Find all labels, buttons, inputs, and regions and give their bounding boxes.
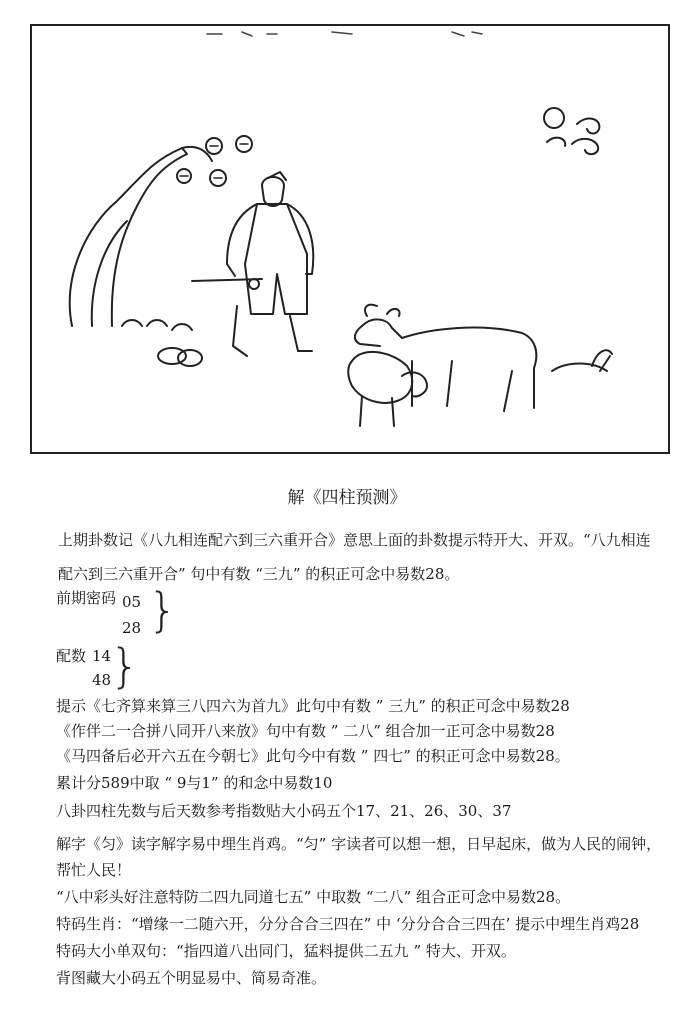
body-line: 累计分589中取 “ 9与1” 的和念中易数10 xyxy=(56,774,333,792)
top-marks xyxy=(207,32,482,36)
shepherd-figure xyxy=(192,172,313,356)
pairing-label: 配数 xyxy=(56,647,87,665)
tree xyxy=(70,136,252,326)
illustration-panel xyxy=(30,24,670,454)
goats xyxy=(348,305,612,426)
body-line: 特码大小单双句：“指四道八出同门，猛料提供二五九 ” 特大、开双。 xyxy=(56,942,516,960)
body-line: “八中彩头好注意特防二四九同道七五” 中取数 “二八” 组合正可念中易数28。 xyxy=(56,888,571,906)
previous-code-value-1: 05 xyxy=(122,593,142,611)
body-line: 提示《七齐算来算三八四六为首九》此句中有数 ” 三九” 的积正可念中易数28 xyxy=(56,697,570,715)
previous-code-value-2: 28 xyxy=(122,619,142,637)
body-line: 八卦四柱先数与后天数参考指数贴大小码五个17、21、26、30、37 xyxy=(56,802,512,820)
body-line: 《作伴二一合拼八同开八来放》句中有数 ” 二八” 组合加一正可念中易数28 xyxy=(56,722,555,740)
body-line: 背图藏大小码五个明显易中、简易奇准。 xyxy=(56,969,327,987)
previous-code-brace: } xyxy=(148,583,178,637)
body-line: 解字《匀》读字解字易中埋生肖鸡。“匀” 字读者可以想一想，日早起床，做为人民的闹钟， xyxy=(56,835,662,853)
intro-line-2: 配六到三六重开合” 句中有数 “三九” 的积正可念中易数28。 xyxy=(58,565,460,583)
pairing-brace: } xyxy=(110,639,140,693)
body-line: 特码生肖：“增缘一二随六开，分分合合三四在” 中 ‘分分合合三四在’ 提示中埋生肖鸡28 xyxy=(56,915,640,933)
intro-line-1: 上期卦数记《八九相连配六到三六重开合》意思上面的卦数提示特开大、开双。“八九相连 xyxy=(58,531,651,549)
previous-code-label: 前期密码 xyxy=(56,589,117,607)
rocks xyxy=(122,320,202,366)
shepherd-goats-illustration xyxy=(32,26,668,452)
body-line: 《马四备后必开六五在今朝七》此句今中有数 ” 四七” 的积正可念中易数28。 xyxy=(56,747,570,765)
article-title: 解《四柱预测》 xyxy=(287,488,407,508)
sun-and-clouds xyxy=(544,108,599,154)
pairing-value-1: 14 xyxy=(92,647,112,665)
pairing-value-2: 48 xyxy=(92,671,112,689)
body-line: 帮忙人民！ xyxy=(56,861,132,879)
